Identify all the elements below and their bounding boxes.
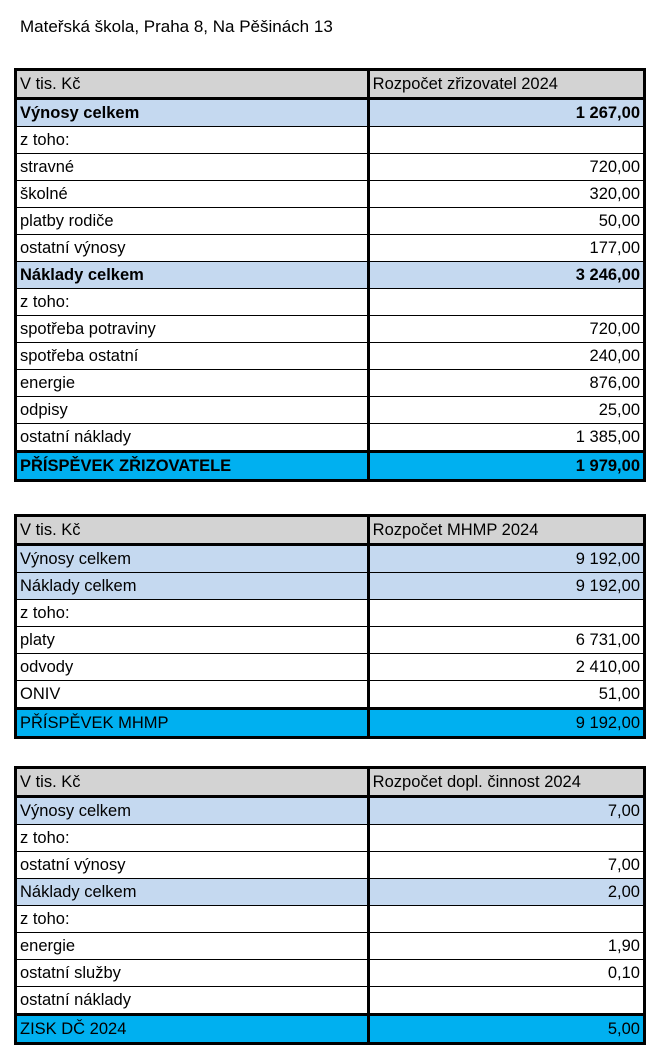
table-row <box>16 370 645 397</box>
header-value-cell: Rozpočet MHMP 2024 <box>368 516 644 545</box>
row-label-cell: z toho: <box>16 600 369 627</box>
row-label-cell: Náklady celkem <box>16 573 369 600</box>
row-value-cell: 177,00 <box>368 235 644 262</box>
row-value-cell <box>368 987 644 1015</box>
row-value-cell: 876,00 <box>368 370 644 397</box>
row-label-cell: Náklady celkem <box>16 879 369 906</box>
row-label-cell: Výnosy celkem <box>16 797 369 825</box>
table-row <box>16 654 645 681</box>
table-row <box>16 1015 645 1044</box>
table-row <box>16 316 645 343</box>
row-value-cell: 6 731,00 <box>368 627 644 654</box>
row-value-cell: 9 192,00 <box>368 545 644 573</box>
table-header-row <box>16 516 645 545</box>
row-value-cell: 720,00 <box>368 154 644 181</box>
row-value-cell: 3 246,00 <box>368 262 644 289</box>
row-value-cell: 51,00 <box>368 681 644 709</box>
budget-table-zrizovatel <box>14 68 646 482</box>
table-row <box>16 343 645 370</box>
row-label-cell: Výnosy celkem <box>16 545 369 573</box>
table-row <box>16 933 645 960</box>
row-label-cell: z toho: <box>16 127 369 154</box>
table-row <box>16 573 645 600</box>
row-label-cell: PŘÍSPĚVEK ZŘIZOVATELE <box>16 452 369 481</box>
row-value-cell <box>368 825 644 852</box>
row-value-cell: 9 192,00 <box>368 573 644 600</box>
budget-table-mhmp <box>14 514 646 739</box>
table-row <box>16 600 645 627</box>
table-row <box>16 627 645 654</box>
header-label-cell: V tis. Kč <box>16 768 369 797</box>
table-row <box>16 825 645 852</box>
row-label-cell: odvody <box>16 654 369 681</box>
row-value-cell: 1,90 <box>368 933 644 960</box>
table-header-row <box>16 768 645 797</box>
row-value-cell: 25,00 <box>368 397 644 424</box>
table-row <box>16 879 645 906</box>
row-value-cell <box>368 906 644 933</box>
header-value-cell: Rozpočet dopl. činnost 2024 <box>368 768 644 797</box>
header-label-cell: V tis. Kč <box>16 70 369 99</box>
table-row <box>16 289 645 316</box>
table-row <box>16 852 645 879</box>
row-label-cell: spotřeba potraviny <box>16 316 369 343</box>
table-row <box>16 154 645 181</box>
row-label-cell: platby rodiče <box>16 208 369 235</box>
row-label-cell: školné <box>16 181 369 208</box>
table-row <box>16 235 645 262</box>
table-row <box>16 545 645 573</box>
table-row <box>16 208 645 235</box>
row-value-cell <box>368 127 644 154</box>
row-value-cell: 2 410,00 <box>368 654 644 681</box>
row-value-cell: 0,10 <box>368 960 644 987</box>
table-row <box>16 99 645 127</box>
row-value-cell: 9 192,00 <box>368 709 644 738</box>
row-label-cell: PŘÍSPĚVEK MHMP <box>16 709 369 738</box>
header-label-cell: V tis. Kč <box>16 516 369 545</box>
row-value-cell: 5,00 <box>368 1015 644 1044</box>
table-row <box>16 262 645 289</box>
row-value-cell: 320,00 <box>368 181 644 208</box>
table-row <box>16 397 645 424</box>
row-label-cell: z toho: <box>16 289 369 316</box>
row-value-cell: 1 385,00 <box>368 424 644 452</box>
header-value-cell: Rozpočet zřizovatel 2024 <box>368 70 644 99</box>
table-row <box>16 424 645 452</box>
row-label-cell: ZISK DČ 2024 <box>16 1015 369 1044</box>
row-label-cell: platy <box>16 627 369 654</box>
row-label-cell: ostatní náklady <box>16 424 369 452</box>
row-value-cell <box>368 600 644 627</box>
table-row <box>16 987 645 1015</box>
budget-table-doplnkova-cinnost <box>14 766 646 1045</box>
row-label-cell: odpisy <box>16 397 369 424</box>
table-row <box>16 797 645 825</box>
row-value-cell: 2,00 <box>368 879 644 906</box>
row-label-cell: ONIV <box>16 681 369 709</box>
row-label-cell: spotřeba ostatní <box>16 343 369 370</box>
row-label-cell: ostatní náklady <box>16 987 369 1015</box>
row-label-cell: ostatní výnosy <box>16 235 369 262</box>
row-label-cell: z toho: <box>16 825 369 852</box>
row-label-cell: energie <box>16 933 369 960</box>
table-header-row <box>16 70 645 99</box>
row-value-cell: 720,00 <box>368 316 644 343</box>
row-value-cell <box>368 289 644 316</box>
table-row <box>16 452 645 481</box>
row-value-cell: 240,00 <box>368 343 644 370</box>
table-row <box>16 181 645 208</box>
row-label-cell: stravné <box>16 154 369 181</box>
table-row <box>16 709 645 738</box>
row-label-cell: energie <box>16 370 369 397</box>
row-label-cell: Náklady celkem <box>16 262 369 289</box>
table-row <box>16 681 645 709</box>
row-value-cell: 7,00 <box>368 797 644 825</box>
table-row <box>16 906 645 933</box>
row-label-cell: ostatní služby <box>16 960 369 987</box>
row-label-cell: Výnosy celkem <box>16 99 369 127</box>
page-title: Mateřská škola, Praha 8, Na Pěšinách 13 <box>20 17 333 36</box>
row-value-cell: 50,00 <box>368 208 644 235</box>
table-row <box>16 127 645 154</box>
row-value-cell: 1 267,00 <box>368 99 644 127</box>
row-label-cell: z toho: <box>16 906 369 933</box>
row-label-cell: ostatní výnosy <box>16 852 369 879</box>
table-row <box>16 960 645 987</box>
row-value-cell: 7,00 <box>368 852 644 879</box>
row-value-cell: 1 979,00 <box>368 452 644 481</box>
